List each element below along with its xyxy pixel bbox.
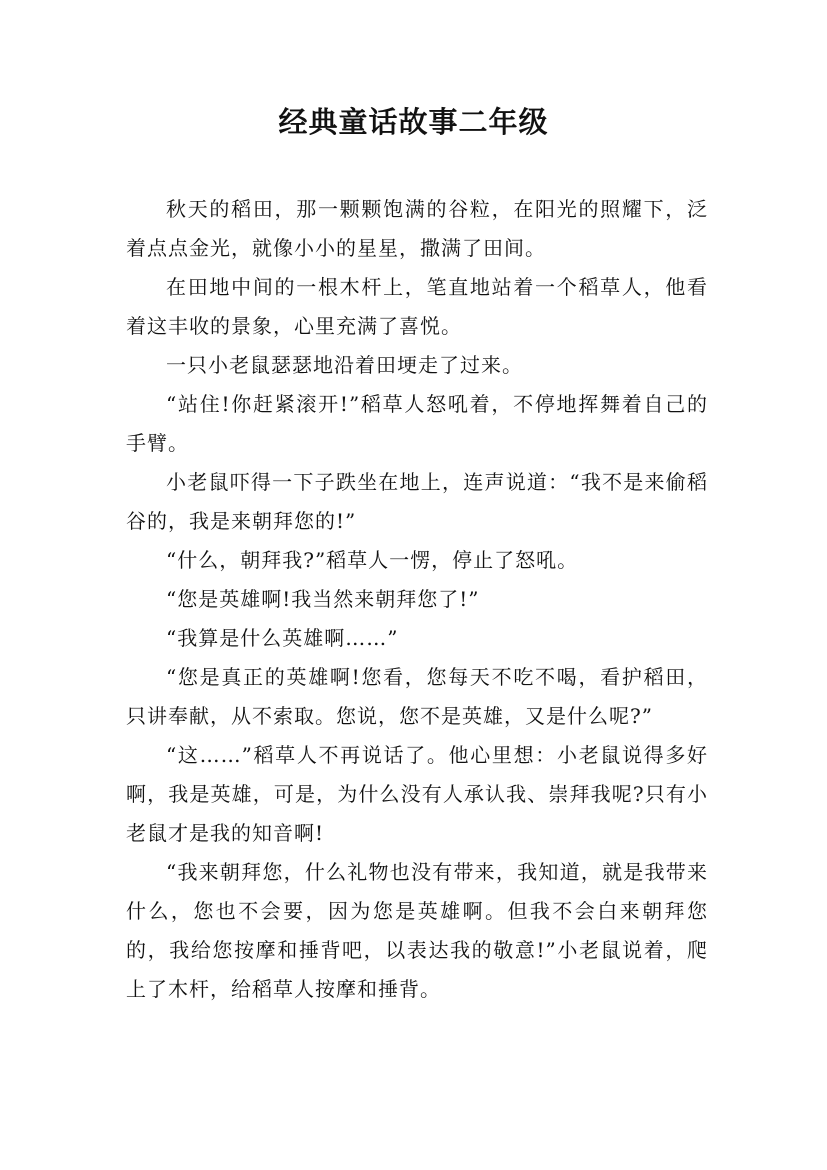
paragraph: “什么，朝拜我?”稻草人一愣，停止了怒吼。: [166, 548, 579, 572]
document-body: [126, 190, 708, 1009]
paragraph: “站住!你赶紧滚开!”稻草人怒吼着，不停地挥舞着自己的手臂。: [126, 392, 708, 455]
paragraph: 小老鼠吓得一下子跌坐在地上，连声说道：“我不是来偷稻谷的，我是来朝拜您的!”: [126, 470, 708, 533]
paragraph: 在田地中间的一根木杆上，笔直地站着一个稻草人，他看着这丰收的景象，心里充满了喜悦。: [126, 275, 708, 338]
paragraph: 一只小老鼠瑟瑟地沿着田埂走了过来。: [166, 353, 523, 377]
paragraph: “您是英雄啊!我当然来朝拜您了!”: [166, 587, 480, 611]
paragraph: “这……”稻草人不再说话了。他心里想：小老鼠说得多好啊，我是英雄，可是，为什么没有人承认我、崇拜我呢?只有小老鼠才是我的知音啊!: [126, 743, 708, 845]
paragraph: “我算是什么英雄啊……”: [166, 626, 399, 650]
paragraph: 秋天的稻田，那一颗颗饱满的谷粒，在阳光的照耀下，泛着点点金光，就像小小的星星，撒满了田间。: [126, 197, 708, 260]
document-title: 经典童话故事二年级: [278, 105, 549, 139]
paragraph: “我来朝拜您，什么礼物也没有带来，我知道，就是我带来什么，您也不会要，因为您是英雄啊。但我不会白来朝拜您的，我给您按摩和捶背吧，以表达我的敬意!”小老鼠说着，爬上了木杆，给稻草人按摩和捶背。: [126, 860, 708, 1001]
paragraph: “您是真正的英雄啊!您看，您每天不吃不喝，看护稻田，只讲奉献，从不索取。您说，您不是英雄，又是什么呢?”: [126, 665, 708, 728]
